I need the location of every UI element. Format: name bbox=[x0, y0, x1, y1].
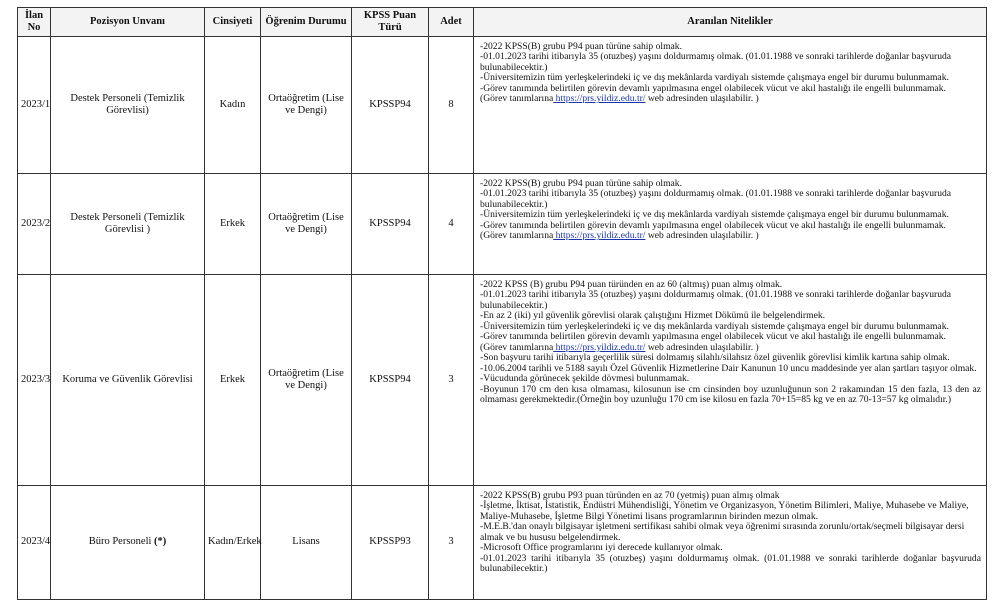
cell-requirements bbox=[474, 174, 987, 275]
cell-kpss: KPSSP93 bbox=[352, 486, 429, 600]
requirement-line: -Görev tanımında belirtilen görevin devamlı yapılmasına engel olabilecek vücut ve akıl hastalığı ile engelli bulunmamak. bbox=[480, 82, 946, 94]
requirement-line: -Görev tanımında belirtilen görevin devamlı yapılmasına engel olabilecek vücut ve akıl hastalığı ile engelli bulunmamak. bbox=[480, 219, 946, 231]
requirement-line bbox=[480, 231, 981, 241]
requirement-line: -01.01.2023 tarihi itibarıyla 35 (otuzbeş) yaşını doldurmamış olmak. (01.01.1988 ve sonraki tarihlerde doğanlar başvuruda bulunabilecektir.) bbox=[480, 51, 952, 73]
cell-kpss: KPSSP94 bbox=[352, 174, 429, 275]
requirement-line: -2022 KPSS(B) grubu P94 puan türüne sahip olmak. bbox=[480, 178, 682, 189]
cell-ilan-no: 2023/3 bbox=[18, 275, 51, 486]
cell-gender: Erkek bbox=[205, 275, 261, 486]
cell-count: 4 bbox=[429, 174, 474, 275]
cell-requirements bbox=[474, 486, 987, 600]
requirement-text: (Görev tanımlarına bbox=[480, 230, 554, 242]
requirement-line: -01.01.2023 tarihi itibarıyla 35 (otuzbeş) yaşını doldurmamış olmak. (01.01.1988 ve sonraki tarihlerde doğanlar başvuruda bulunabilecektir.) bbox=[480, 552, 981, 575]
cell-requirements bbox=[474, 275, 987, 486]
table-row bbox=[18, 275, 987, 486]
requirement-line bbox=[480, 94, 981, 104]
cell-education: Ortaöğretim (Lise ve Dengi) bbox=[261, 174, 352, 275]
cell-requirements bbox=[474, 37, 987, 174]
cell-gender: Erkek bbox=[205, 174, 261, 275]
requirement-line: -Üniversitemizin tüm yerleşkelerindeki iç ve dış mekânlarda vardiyalı sistemde çalışmaya engel bir durumu bulunmamak. bbox=[480, 320, 949, 332]
table-header-row bbox=[18, 8, 987, 37]
requirement-line: -2022 KPSS(B) grubu P94 puan türüne sahip olmak. bbox=[480, 41, 682, 52]
cell-gender: Kadın bbox=[205, 37, 261, 174]
requirement-line: -Üniversitemizin tüm yerleşkelerindeki iç ve dış mekânlarda vardiyalı sistemde çalışmaya engel bir durumu bulunmamak. bbox=[480, 72, 949, 84]
cell-kpss: KPSSP94 bbox=[352, 37, 429, 174]
document-page bbox=[17, 7, 986, 600]
cell-education: Ortaöğretim (Lise ve Dengi) bbox=[261, 275, 352, 486]
cell-count: 3 bbox=[429, 275, 474, 486]
requirement-line: -Üniversitemizin tüm yerleşkelerindeki iç ve dış mekânlarda vardiyalı sistemde çalışmaya engel bir durumu bulunmamak. bbox=[480, 209, 949, 221]
cell-position bbox=[51, 486, 205, 600]
cell-position: Destek Personeli (Temizlik Görevlisi) bbox=[51, 37, 205, 174]
header-gender: Cinsiyeti bbox=[205, 8, 261, 37]
requirement-line: -Boyunun 170 cm den kısa olmaması, kilosunun ise cm cinsinden boy uzunluğunun son 2 rakamından 15 den fazla, 13 den az olmaması gerekmektedir.(Örneğin boy uzunluğu 170 cm ise kilosu en fazla 70+15=85 kg ve en az 70-13=57 kg olmalıdır.) bbox=[480, 383, 981, 405]
requirement-line: -Microsoft Office programlarını iyi derecede kullanıyor olmak. bbox=[480, 542, 723, 554]
requirement-line: -İşletme, İktisat, İstatistik, Endüstri Mühendisliği, Yönetim ve Organizasyon, Yönetim Bilimleri, Maliye, Muhasebe ve Maliye, Maliye-Muhasebe, İşletme Bilgi Yönetimi lisans programlarının birinden mezun olmak. bbox=[480, 500, 969, 522]
requirement-text: web adresinden ulaşılabilir. ) bbox=[645, 93, 759, 105]
requirement-line: -M.E.B.'dan onaylı bilgisayar işletmeni sertifikası sahibi olmak veya öğrenimi sırasında zorunlu/ortak/seçmeli bilgisayar dersi almak ve bu hususu belgelendirmek. bbox=[480, 521, 965, 543]
cell-position: Destek Personeli (Temizlik Görevlisi ) bbox=[51, 174, 205, 275]
requirement-text: (Görev tanımlarına bbox=[480, 93, 554, 105]
cell-count: 3 bbox=[429, 486, 474, 600]
website-link[interactable]: https://prs.yildiz.edu.tr/ bbox=[553, 341, 646, 353]
cell-education: Ortaöğretim (Lise ve Dengi) bbox=[261, 37, 352, 174]
header-requirements: Aranılan Nitelikler bbox=[474, 8, 987, 37]
header-kpss: KPSS Puan Türü bbox=[352, 8, 429, 37]
header-position: Pozisyon Unvanı bbox=[51, 8, 205, 37]
requirement-line: -En az 2 (iki) yıl güvenlik görevlisi olarak çalıştığını Hizmet Dökümü ile belgelendirmek. bbox=[480, 310, 826, 322]
requirement-text: (Görev tanımlarına bbox=[480, 341, 554, 353]
header-ilan-no: İlan No bbox=[18, 8, 51, 37]
requirement-line: -2022 KPSS(B) grubu P93 puan türünden en az 70 (yetmiş) puan almış olmak bbox=[480, 490, 780, 501]
table-row bbox=[18, 37, 987, 174]
cell-count: 8 bbox=[429, 37, 474, 174]
requirement-text: web adresinden ulaşılabilir. ) bbox=[645, 341, 759, 353]
requirement-line: -Son başvuru tarihi itibarıyla geçerlilik süresi dolmamış silahlı/silahsız özel güvenlik görevlisi kimlik kartına sahip olmak. bbox=[480, 352, 950, 364]
requirement-text: web adresinden ulaşılabilir. ) bbox=[645, 230, 759, 242]
requirement-line: -Vücudunda görünecek şekilde dövmesi bulunmamak. bbox=[480, 373, 690, 385]
website-link[interactable]: https://prs.yildiz.edu.tr/ bbox=[553, 93, 646, 105]
website-link[interactable]: https://prs.yildiz.edu.tr/ bbox=[553, 230, 646, 242]
requirement-line: -2022 KPSS (B) grubu P94 puan türünden en az 60 (altmış) puan almış olmak. bbox=[480, 279, 783, 290]
requirement-line: -Görev tanımında belirtilen görevin devamlı yapılmasına engel olabilecek vücut ve akıl hastalığı ile engelli bulunmamak. bbox=[480, 331, 946, 343]
cell-kpss: KPSSP94 bbox=[352, 275, 429, 486]
cell-ilan-no: 2023/4 bbox=[18, 486, 51, 600]
job-listings-table bbox=[17, 7, 987, 600]
requirement-line: -01.01.2023 tarihi itibarıyla 35 (otuzbeş) yaşını doldurmamış olmak. (01.01.1988 ve sonraki tarihlerde doğanlar başvuruda bulunabilecektir.) bbox=[480, 188, 952, 210]
header-education: Öğrenim Durumu bbox=[261, 8, 352, 37]
table-row bbox=[18, 174, 987, 275]
cell-position: Koruma ve Güvenlik Görevlisi bbox=[51, 275, 205, 486]
header-count: Adet bbox=[429, 8, 474, 37]
cell-education: Lisans bbox=[261, 486, 352, 600]
cell-ilan-no: 2023/1 bbox=[18, 37, 51, 174]
requirement-line: -01.01.2023 tarihi itibarıyla 35 (otuzbeş) yaşını doldurmamış olmak. (01.01.1988 ve sonraki tarihlerde doğanlar başvuruda bulunabilecektir.) bbox=[480, 289, 952, 311]
requirement-line: -10.06.2004 tarihli ve 5188 sayılı Özel Güvenlik Hizmetlerine Dair Kanunun 10 uncu maddesinde yer alan şartları taşıyor olmak. bbox=[480, 362, 977, 374]
cell-gender: Kadın/Erkek bbox=[205, 486, 261, 600]
position-text: Büro Personeli bbox=[88, 536, 152, 548]
cell-ilan-no: 2023/2 bbox=[18, 174, 51, 275]
footnote-mark: (*) bbox=[154, 536, 167, 548]
table-row bbox=[18, 486, 987, 600]
